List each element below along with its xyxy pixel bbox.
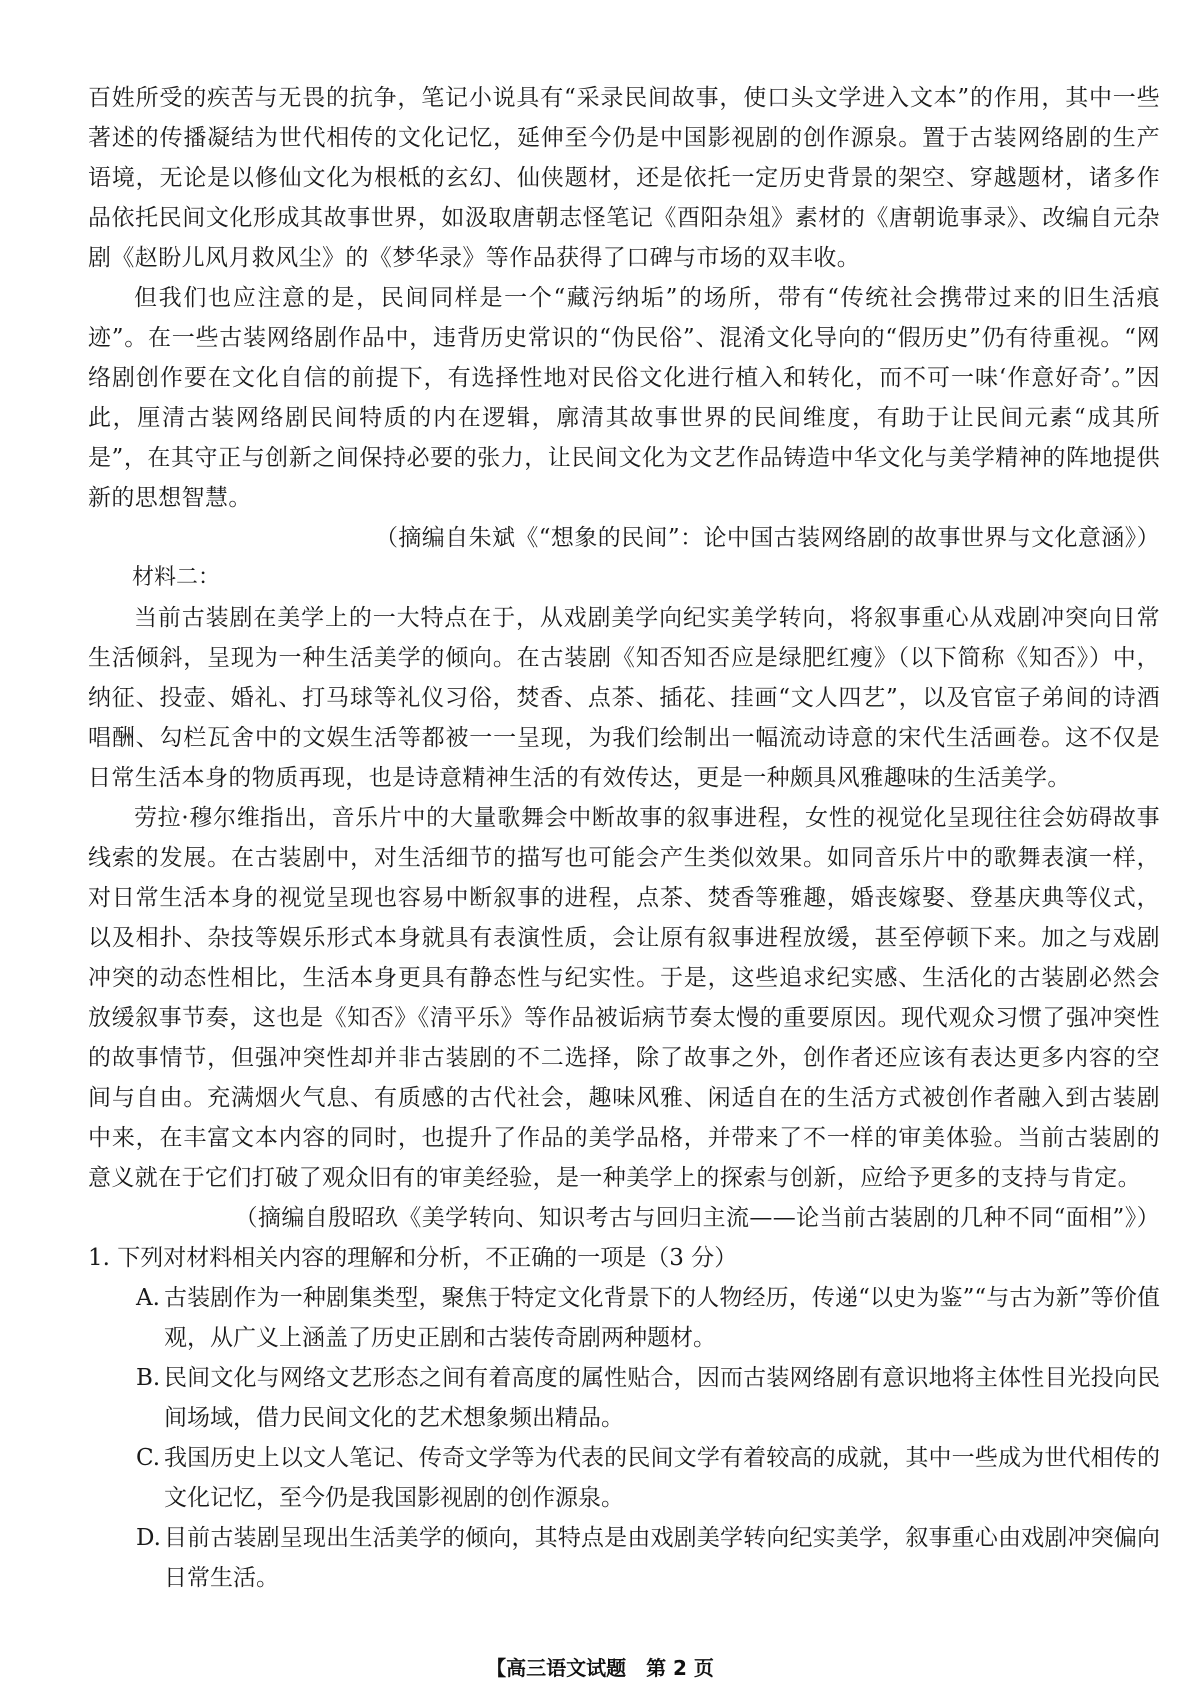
option-c [88,1438,1160,1518]
material-one-section [88,78,1160,558]
material-two-paragraph-2: 劳拉·穆尔维指出，音乐片中的大量歌舞会中断故事的叙事进程，女性的视觉化呈现往往会妨碍故事线索的发展。在古装剧中，对生活细节的描写也可能会产生类似效果。如同音乐片中的歌舞表演一样，对日常生活本身的视觉呈现也容易中断叙事的进程，点茶、焚香等雅趣，婚丧嫁娶、登基庆典等仪式，以及相扑、杂技等娱乐形式本身就具有表演性质，会让原有叙事进程放缓，甚至停顿下来。加之与戏剧冲突的动态性相比，生活本身更具有静态性与纪实性。于是，这些追求纪实感、生活化的古装剧必然会放缓叙事节奏，这也是《知否》《清平乐》等作品被诟病节奏太慢的重要原因。现代观众习惯了强冲突性的故事情节，但强冲突性却并非古装剧的不二选择，除了故事之外，创作者还应该有表达更多内容的空间与自由。充满烟火气息、有质感的古代社会，趣味风雅、闲适自在的生活方式被创作者融入到古装剧中来，在丰富文本内容的同时，也提升了作品的美学品格，并带来了不一样的审美体验。当前古装剧的意义就在于它们打破了观众旧有的审美经验，是一种美学上的探索与创新，应给予更多的支持与肯定。 [88,805,1160,1191]
option-a-text: 古装剧作为一种剧集类型，聚焦于特定文化背景下的人物经历，传递“以史为鉴”“与古为新”等价值观，从广义上涵盖了历史正剧和古装传奇剧两种题材。 [164,1285,1160,1351]
material-two-source: （摘编自殷昭玖《美学转向、知识考古与回归主流——论当前古装剧的几种不同“面相”》） [234,1205,1160,1231]
question-1 [88,1238,1160,1598]
option-d-letter: D. [136,1525,161,1551]
material-two-section [88,558,1160,1238]
option-b [88,1358,1160,1438]
material-one-paragraph-2: 但我们也应注意的是，民间同样是一个“藏污纳垢”的场所，带有“传统社会携带过来的旧生活痕迹”。在一些古装网络剧作品中，违背历史常识的“伪民俗”、混淆文化导向的“假历史”仍有待重视。“网络剧创作要在文化自信的前提下，有选择性地对民俗文化进行植入和转化，而不可一味‘作意好奇’。”因此，厘清古装网络剧民间特质的内在逻辑，廓清其故事世界的民间维度，有助于让民间元素“成其所是”，在其守正与创新之间保持必要的张力，让民间文化为文艺作品铸造中华文化与美学精神的阵地提供新的思想智慧。 [88,285,1160,511]
option-a-letter: A. [136,1285,160,1311]
material-one-source: （摘编自朱斌《“想象的民间”：论中国古装网络剧的故事世界与文化意涵》） [374,525,1160,551]
material-one-paragraph-1: 百姓所受的疾苦与无畏的抗争，笔记小说具有“采录民间故事，使口头文学进入文本”的作用，其中一些著述的传播凝结为世代相传的文化记忆，延伸至今仍是中国影视剧的创作源泉。置于古装网络剧的生产语境，无论是以修仙文化为根柢的玄幻、仙侠题材，还是依托一定历史背景的架空、穿越题材，诸多作品依托民间文化形成其故事世界，如汲取唐朝志怪笔记《酉阳杂俎》素材的《唐朝诡事录》、改编自元杂剧《赵盼儿风月救风尘》的《梦华录》等作品获得了口碑与市场的双丰收。 [88,85,1160,271]
option-d-text: 目前古装剧呈现出生活美学的倾向，其特点是由戏剧美学转向纪实美学，叙事重心由戏剧冲突偏向日常生活。 [164,1525,1160,1591]
option-b-letter: B. [136,1365,161,1391]
option-d [88,1518,1160,1598]
question-1-options [88,1278,1160,1598]
option-b-text: 民间文化与网络文艺形态之间有着高度的属性贴合，因而古装网络剧有意识地将主体性目光投向民间场域，借力民间文化的艺术想象频出精品。 [164,1365,1160,1431]
exam-page [88,78,1160,1598]
option-a [88,1278,1160,1358]
page-footer: 【高三语文试题 第 2 页 [486,1656,714,1680]
material-two-paragraph-1: 当前古装剧在美学上的一大特点在于，从戏剧美学向纪实美学转向，将叙事重心从戏剧冲突向日常生活倾斜，呈现为一种生活美学的倾向。在古装剧《知否知否应是绿肥红瘦》（以下简称《知否》）中，纳征、投壶、婚礼、打马球等礼仪习俗，焚香、点茶、插花、挂画“文人四艺”，以及官宦子弟间的诗酒唱酬、勾栏瓦舍中的文娱生活等都被一一呈现，为我们绘制出一幅流动诗意的宋代生活画卷。这不仅是日常生活本身的物质再现，也是诗意精神生活的有效传达，更是一种颇具风雅趣味的生活美学。 [88,605,1160,791]
option-c-letter: C. [136,1445,161,1471]
option-c-text: 我国历史上以文人笔记、传奇文学等为代表的民间文学有着较高的成就，其中一些成为世代相传的文化记忆，至今仍是我国影视剧的创作源泉。 [164,1445,1160,1511]
question-1-stem: 1. 下列对材料相关内容的理解和分析，不正确的一项是（3 分） [88,1245,738,1271]
material-two-heading: 材料二： [132,565,221,590]
